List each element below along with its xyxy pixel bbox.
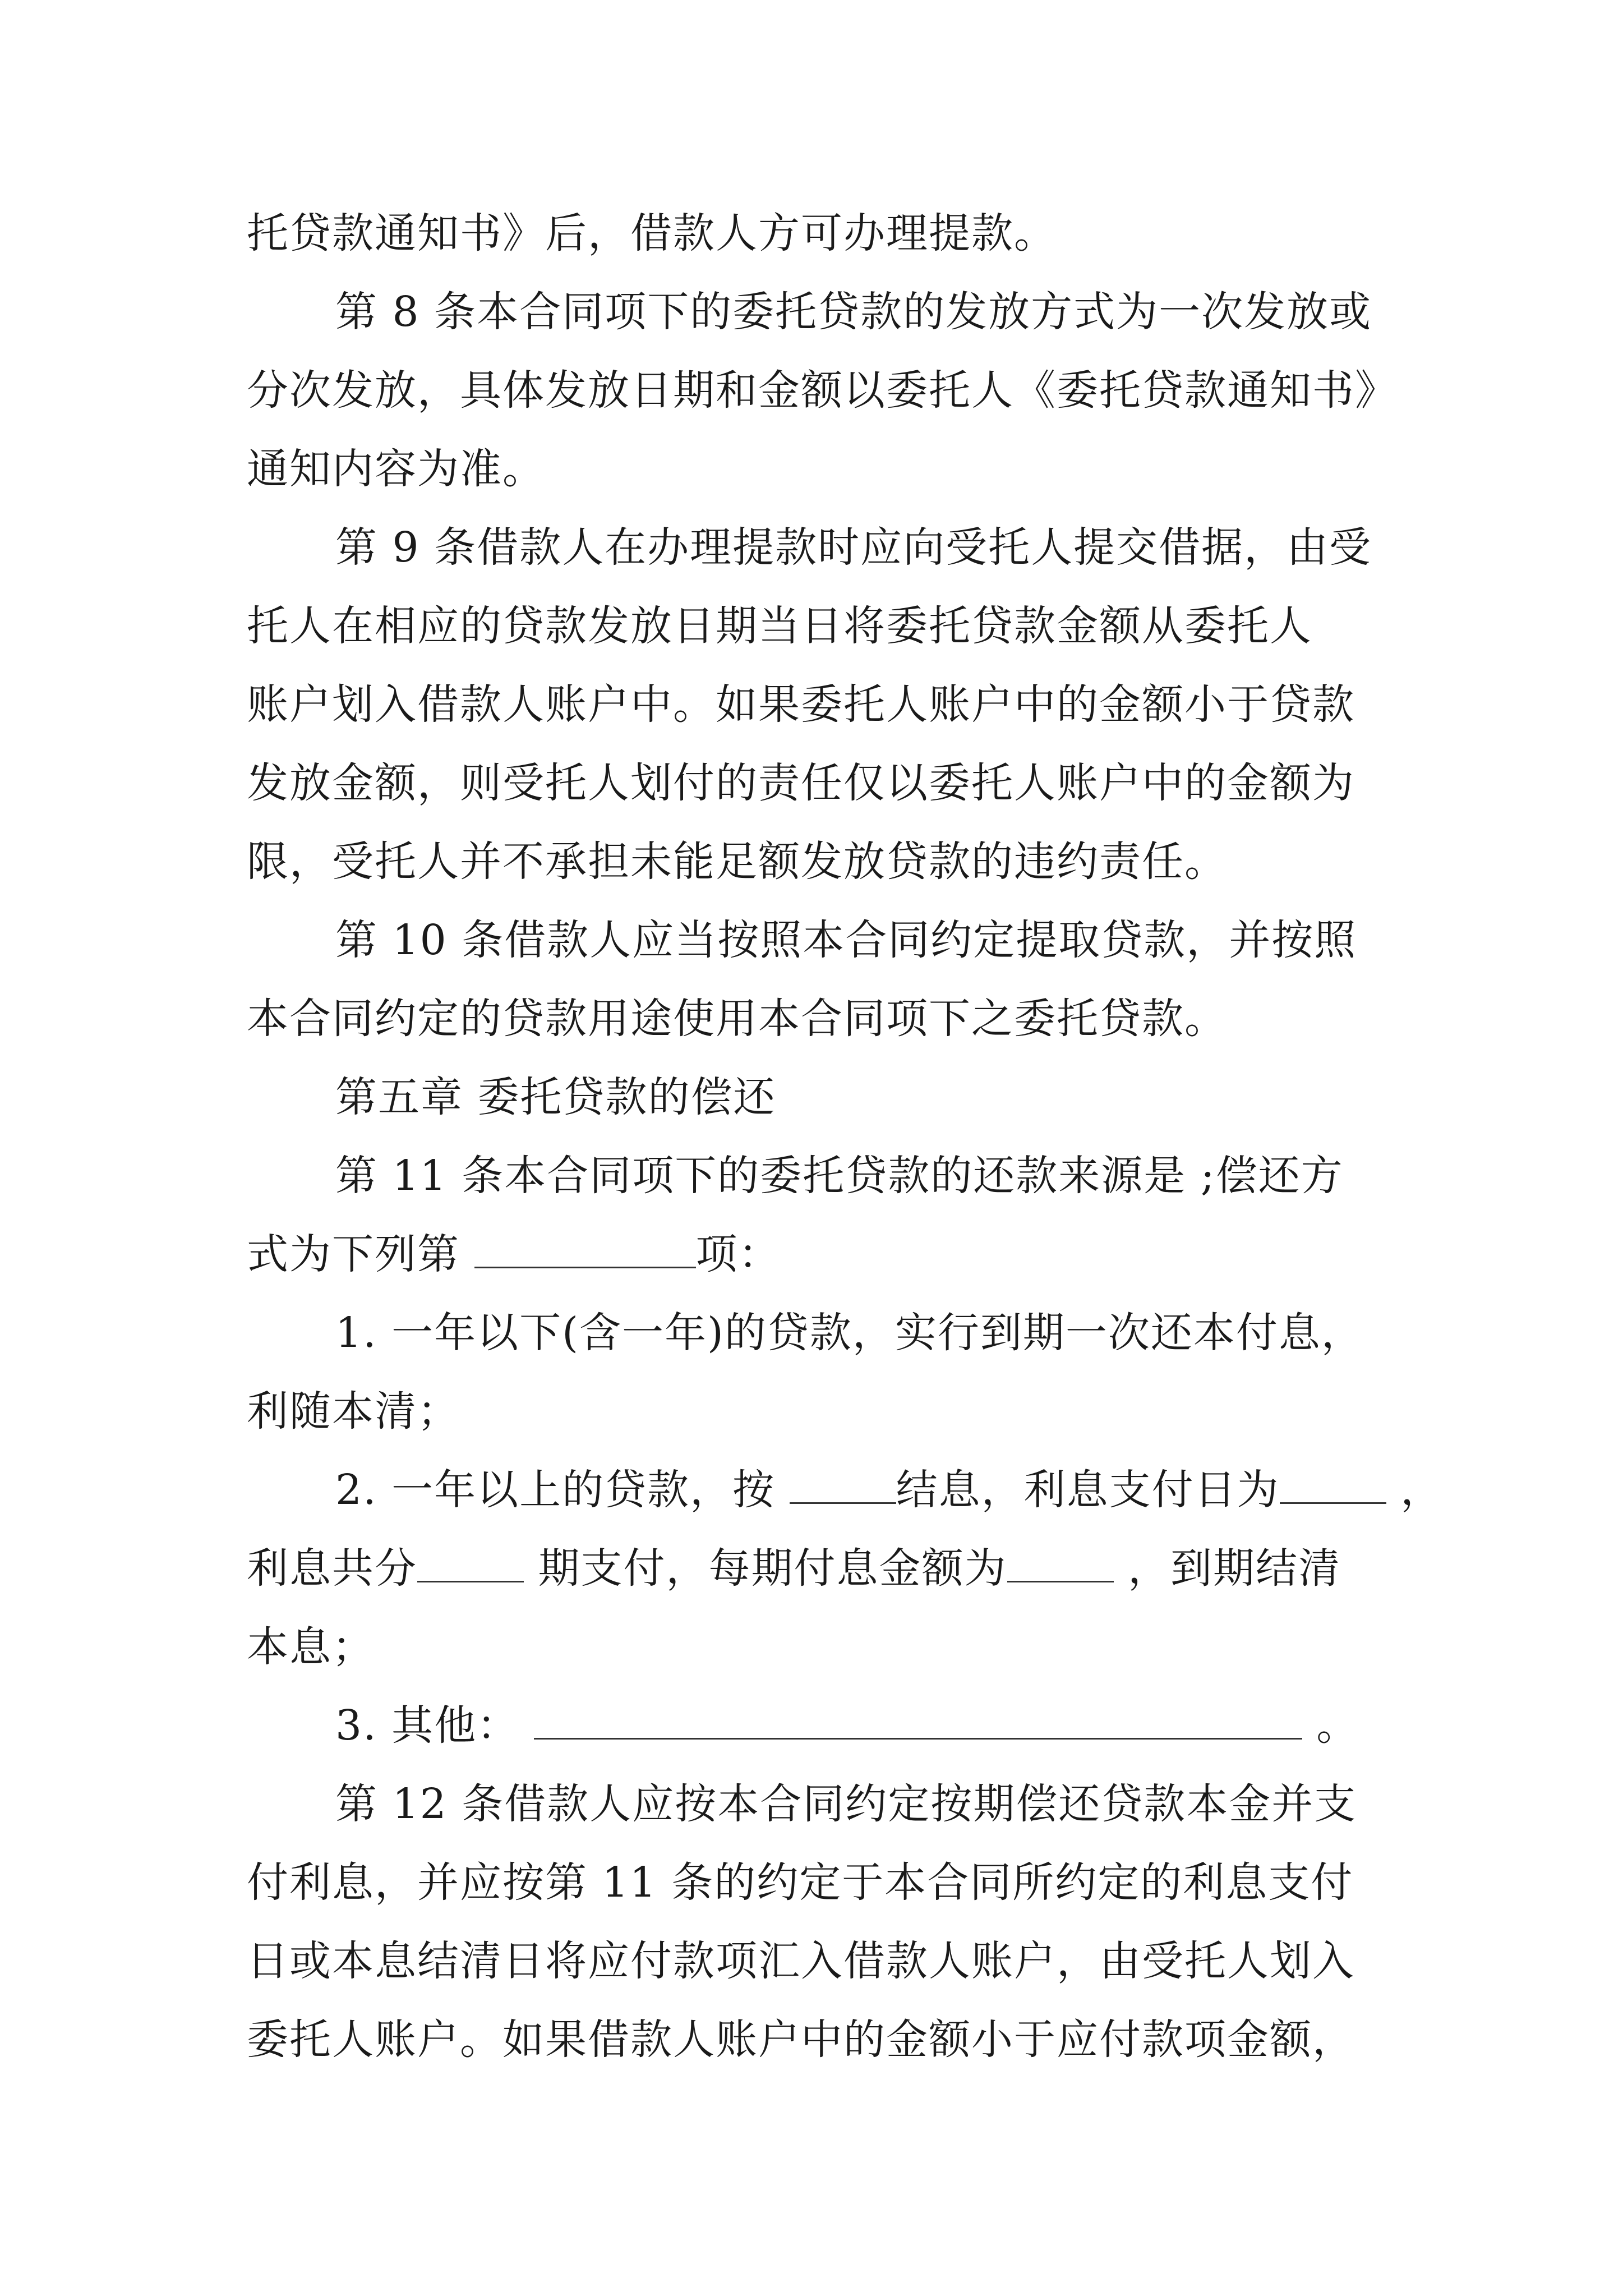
article-9-line-3: 账户划入借款人账户中。如果委托人账户中的金额小于贷款: [247, 680, 1355, 729]
article-8-line-1: 第 8 条本合同项下的委托贷款的发放方式为一次发放或: [335, 288, 1372, 336]
text-fragment: ，到期结清: [1128, 1544, 1341, 1593]
text-fragment: 结息，利息支付日为: [896, 1466, 1280, 1514]
option-3-line: [247, 1686, 1391, 1765]
fill-blank: [790, 1471, 896, 1504]
chapter-5-heading: 第五章 委托贷款的偿还: [335, 1073, 776, 1121]
article-9-line-4: 发放金额，则受托人划付的责任仅以委托人账户中的金额为: [247, 759, 1355, 807]
text-line: 托贷款通知书》后，借款人方可办理提款。: [247, 209, 1057, 257]
article-12-line-1: 第 12 条借款人应按本合同约定按期偿还贷款本金并支: [335, 1780, 1357, 1828]
text-fragment: 式为下列第: [247, 1230, 460, 1278]
option-1-line-1: 1. 一年以下(含一年)的贷款，实行到期一次还本付息，: [335, 1309, 1364, 1357]
text-fragment: 项：: [695, 1230, 781, 1278]
text-fragment: 2. 一年以上的贷款，按: [335, 1466, 776, 1514]
article-12-line-3: 日或本息结清日将应付款项汇入借款人账户，由受托人划入: [247, 1937, 1355, 1985]
article-9-line-5: 限，受托人并不承担未能足额发放贷款的违约责任。: [247, 838, 1227, 886]
option-2-line-1: [247, 1451, 1444, 1529]
text-fragment: ，: [1400, 1466, 1444, 1514]
option-2-line-2: [247, 1529, 1391, 1608]
article-8-line-3: 通知内容为准。: [247, 445, 545, 493]
article-8-line-2: 分次发放，具体发放日期和金额以委托人《委托贷款通知书》: [247, 366, 1398, 415]
article-12-line-4: 委托人账户。如果借款人账户中的金额小于应付款项金额，: [247, 2016, 1355, 2064]
option-1-line-2: 利随本清；: [247, 1387, 460, 1435]
text-fragment: 期支付，每期付息金额为: [538, 1544, 1007, 1593]
text-fragment: 利息共分: [247, 1544, 417, 1593]
article-11-line-2: [247, 1215, 1391, 1294]
text-fragment: 3. 其他：: [335, 1701, 520, 1750]
article-11-line-1: 第 11 条本合同项下的委托贷款的还款来源是 ;偿还方: [335, 1152, 1344, 1200]
article-10-line-2: 本合同约定的贷款用途使用本合同项下之委托贷款。: [247, 995, 1227, 1043]
article-10-line-1: 第 10 条借款人应当按照本合同约定提取贷款，并按照: [335, 916, 1357, 964]
fill-blank: [417, 1549, 524, 1582]
fill-blank: [1007, 1549, 1114, 1582]
fill-blank: [1280, 1471, 1386, 1504]
contract-body: [247, 194, 1444, 2079]
fill-blank: [474, 1235, 696, 1268]
article-12-line-2: 付利息，并应按第 11 条的约定于本合同所约定的利息支付: [247, 1858, 1354, 1907]
text-fragment: 。: [1316, 1701, 1359, 1750]
article-9-line-2: 托人在相应的贷款发放日期当日将委托贷款金额从委托人: [247, 602, 1312, 650]
article-9-line-1: 第 9 条借款人在办理提款时应向受托人提交借据，由受: [335, 523, 1372, 572]
fill-blank: [534, 1706, 1302, 1740]
option-2-line-3: 本息；: [247, 1623, 375, 1671]
